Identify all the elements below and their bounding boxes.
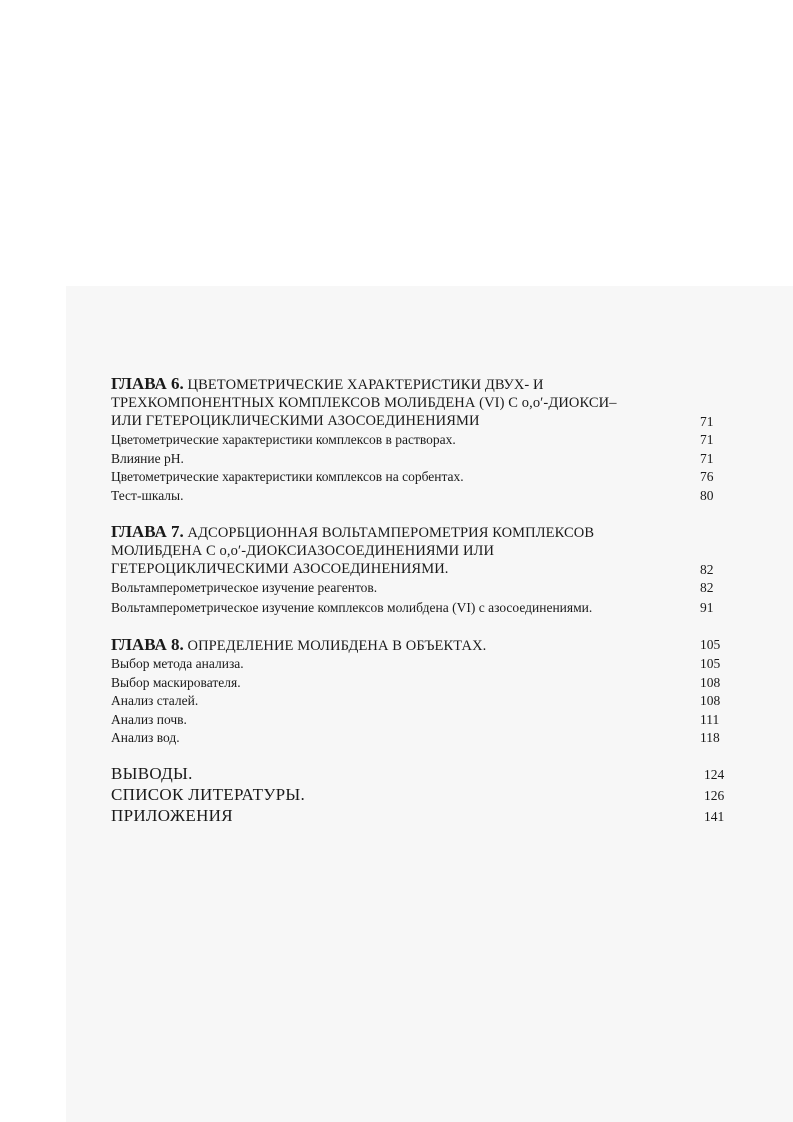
toc-entry: Выбор метода анализа. (111, 656, 244, 671)
toc-entry-page: 76 (700, 469, 714, 484)
toc-entry: Анализ сталей. (111, 693, 199, 708)
toc-entry-page: 111 (700, 712, 720, 727)
chapter-6-title-line3-row (111, 412, 691, 430)
section-appendices-page: 141 (704, 809, 725, 824)
toc-entry-page: 91 (700, 600, 714, 615)
toc-entry: Цветометрические характеристики комплексов в растворах. (111, 432, 456, 447)
chapter-7-heading (111, 523, 691, 542)
section-references: СПИСОК ЛИТЕРАТУРЫ. (111, 785, 306, 804)
chapter-7-label: ГЛАВА 7. (111, 522, 184, 541)
toc-entry: Тест-шкалы. (111, 488, 184, 503)
toc-entry-page: 108 (700, 675, 721, 690)
toc-entry-page: 71 (700, 432, 714, 447)
toc-entry-page: 80 (700, 488, 714, 503)
chapter-7-title-line1: АДСОРБЦИОННАЯ ВОЛЬТАМПЕРОМЕТРИЯ КОМПЛЕКСОВ (187, 525, 595, 541)
chapter-6-title-line2: ТРЕХКОМПОНЕНТНЫХ КОМПЛЕКСОВ МОЛИБДЕНА (VI) С o,o′-ДИОКСИ– (111, 395, 617, 411)
chapter-6-page: 71 (700, 414, 714, 429)
section-appendices: ПРИЛОЖЕНИЯ (111, 806, 233, 825)
chapter-8-title-line1: ОПРЕДЕЛЕНИЕ МОЛИБДЕНА В ОБЪЕКТАХ. (187, 638, 487, 654)
toc-entry-page: 71 (700, 451, 714, 466)
toc-entry: Анализ почв. (111, 712, 187, 727)
toc-entry: Вольтамперометрическое изучение комплексов молибдена (VI) с азосоединениями. (111, 600, 593, 615)
chapter-7-page: 82 (700, 562, 714, 577)
toc-entry-page: 82 (700, 580, 714, 595)
toc-entry-page: 105 (700, 656, 721, 671)
toc-entry: Влияние pH. (111, 451, 184, 466)
chapter-6-title-line2-row (111, 394, 691, 412)
toc-entry: Анализ вод. (111, 730, 180, 745)
toc-entry-page: 118 (700, 730, 720, 745)
section-conclusions: ВЫВОДЫ. (111, 764, 193, 783)
toc-entry: Вольтамперометрическое изучение реагентов. (111, 580, 378, 595)
chapter-8-page: 105 (700, 637, 721, 652)
toc-entry: Выбор маскирователя. (111, 675, 241, 690)
chapter-7-title-line3: ГЕТЕРОЦИКЛИЧЕСКИМИ АЗОСОЕДИНЕНИЯМИ. (111, 561, 449, 577)
chapter-8-heading (111, 636, 691, 655)
chapter-7-title-line2: МОЛИБДЕНА С o,o′-ДИОКСИАЗОСОЕДИНЕНИЯМИ ИЛИ (111, 543, 495, 559)
toc-entry: Цветометрические характеристики комплексов на сорбентах. (111, 469, 464, 484)
chapter-8-label: ГЛАВА 8. (111, 635, 184, 654)
section-conclusions-page: 124 (704, 767, 725, 782)
section-references-page: 126 (704, 788, 725, 803)
chapter-7-title-line2-row (111, 542, 691, 560)
chapter-7-title-line3-row (111, 560, 691, 578)
toc-entry-page: 108 (700, 693, 721, 708)
chapter-6-heading (111, 375, 691, 394)
chapter-6-label: ГЛАВА 6. (111, 374, 184, 393)
chapter-6-title-line1: ЦВЕТОМЕТРИЧЕСКИЕ ХАРАКТЕРИСТИКИ ДВУХ- И (187, 377, 544, 393)
chapter-6-title-line3: ИЛИ ГЕТЕРОЦИКЛИЧЕСКИМИ АЗОСОЕДИНЕНИЯМИ (111, 413, 480, 429)
